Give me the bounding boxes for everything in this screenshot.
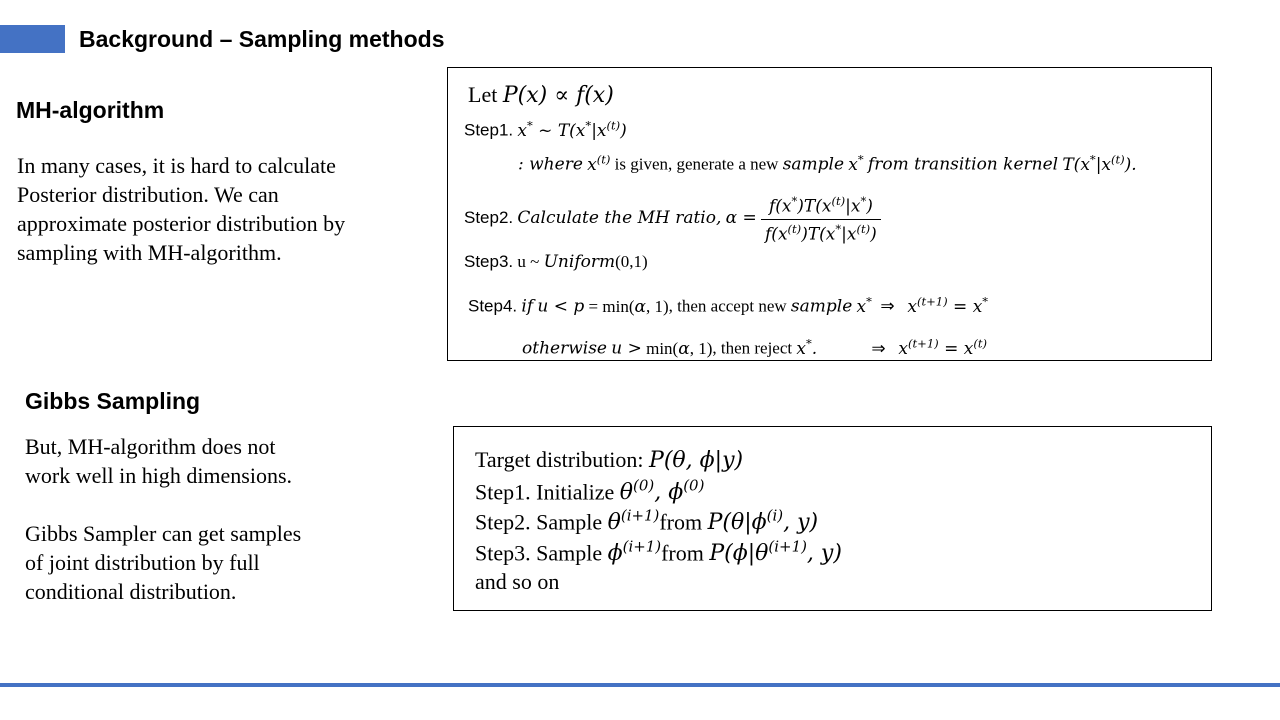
- gibbs-algorithm-box: [453, 426, 1212, 611]
- step1-label: Step1.: [464, 120, 514, 140]
- step4-label: Step4.: [468, 296, 518, 316]
- let-label: Let: [468, 82, 498, 107]
- step2-label: Step2.: [464, 208, 514, 228]
- gibbs-step1-line: Step1. Initialize $\theta^{(0)}$, $\phi^{(0)}$: [475, 477, 705, 506]
- mh-step4-otherwise: otherwise u > min(α, 1), then reject x*. ⇒ $x^{(t+1)} = x^{(t)}$: [522, 336, 987, 359]
- step1-note-where: : where: [518, 154, 583, 175]
- slide-title: Background – Sampling methods: [79, 26, 445, 52]
- gibbs-para2-line: of joint distribution by full: [25, 550, 260, 575]
- gibbs-step3-line: Step3. Sample $\phi^{(i+1)}from$ $P(\phi|\theta^{(i+1)}$, y): [475, 538, 842, 567]
- gibbs-heading: Gibbs Sampling: [25, 388, 201, 414]
- mh-step3-line: Step3. u ~ Uniform(0,1): [464, 252, 648, 272]
- gibbs-description-2: [25, 519, 301, 606]
- title-accent-bar: [0, 25, 65, 53]
- mh-description: [17, 151, 345, 267]
- mh-ratio-fraction: $\frac{f(x^*)T(x^{(t)}|x^*)}{f(x^{(t)})T(x^*|x^{(t)})}$: [761, 194, 881, 244]
- mh-heading: MH-algorithm: [16, 97, 165, 123]
- mh-step1-note: : where $x^{(t)}$ is given, generate a new sample x* from transition kernel $T(x^*|x^{(t)})$.: [518, 152, 1137, 175]
- mh-description-line: In many cases, it is hard to calculate: [17, 153, 336, 178]
- gibbs-last-line: and so on: [475, 569, 560, 594]
- gibbs-target-line: Target distribution: P(θ, ϕ|y): [475, 447, 744, 473]
- step1-note-given: is given, generate a new: [614, 154, 779, 174]
- mh-step2-line: Step2. Calculate the MH ratio, α = $\frac{f(x^*)T(x^{(t)}|x^*)}{f(x^{(t)})T(x^*|x^{(t)})}$: [464, 194, 881, 244]
- mh-description-line: sampling with MH-algorithm.: [17, 240, 282, 265]
- step1-note-sample: sample: [782, 154, 845, 175]
- mh-description-line: approximate posterior distribution by: [17, 211, 346, 236]
- mh-let-line: [468, 82, 614, 108]
- mh-step1-line: [464, 118, 627, 141]
- step1-formula: x* ~ $T(x^*|x^{(t)})$: [517, 118, 627, 141]
- gibbs-para2-line: conditional distribution.: [25, 579, 237, 604]
- mh-algorithm-box: [447, 67, 1212, 361]
- gibbs-step2-line: Step2. Sample $\theta^{(i+1)}from$ $P(\theta|\phi^{(i)}$, y): [475, 507, 819, 536]
- step2-text: Calculate the MH ratio,: [517, 208, 722, 229]
- gibbs-para1-line: But, MH-algorithm does not: [25, 434, 276, 459]
- proportional-formula: P(x) ∝ f(x): [502, 83, 614, 108]
- gibbs-description-1: [25, 432, 292, 490]
- mh-description-line: Posterior distribution. We can: [17, 182, 279, 207]
- step3-label: Step3.: [464, 252, 514, 271]
- gibbs-para2-line: Gibbs Sampler can get samples: [25, 521, 302, 546]
- gibbs-para1-line: work well in high dimensions.: [25, 463, 293, 488]
- footer-rule: [0, 683, 1280, 687]
- step1-note-from: from transition kernel: [867, 154, 1059, 175]
- step3-dist: Uniform: [543, 252, 616, 272]
- mh-step4-line: Step4. if u < p = min(α, 1), then accept new sample x* ⇒ $x^{(t+1)} = x^*$: [468, 294, 989, 317]
